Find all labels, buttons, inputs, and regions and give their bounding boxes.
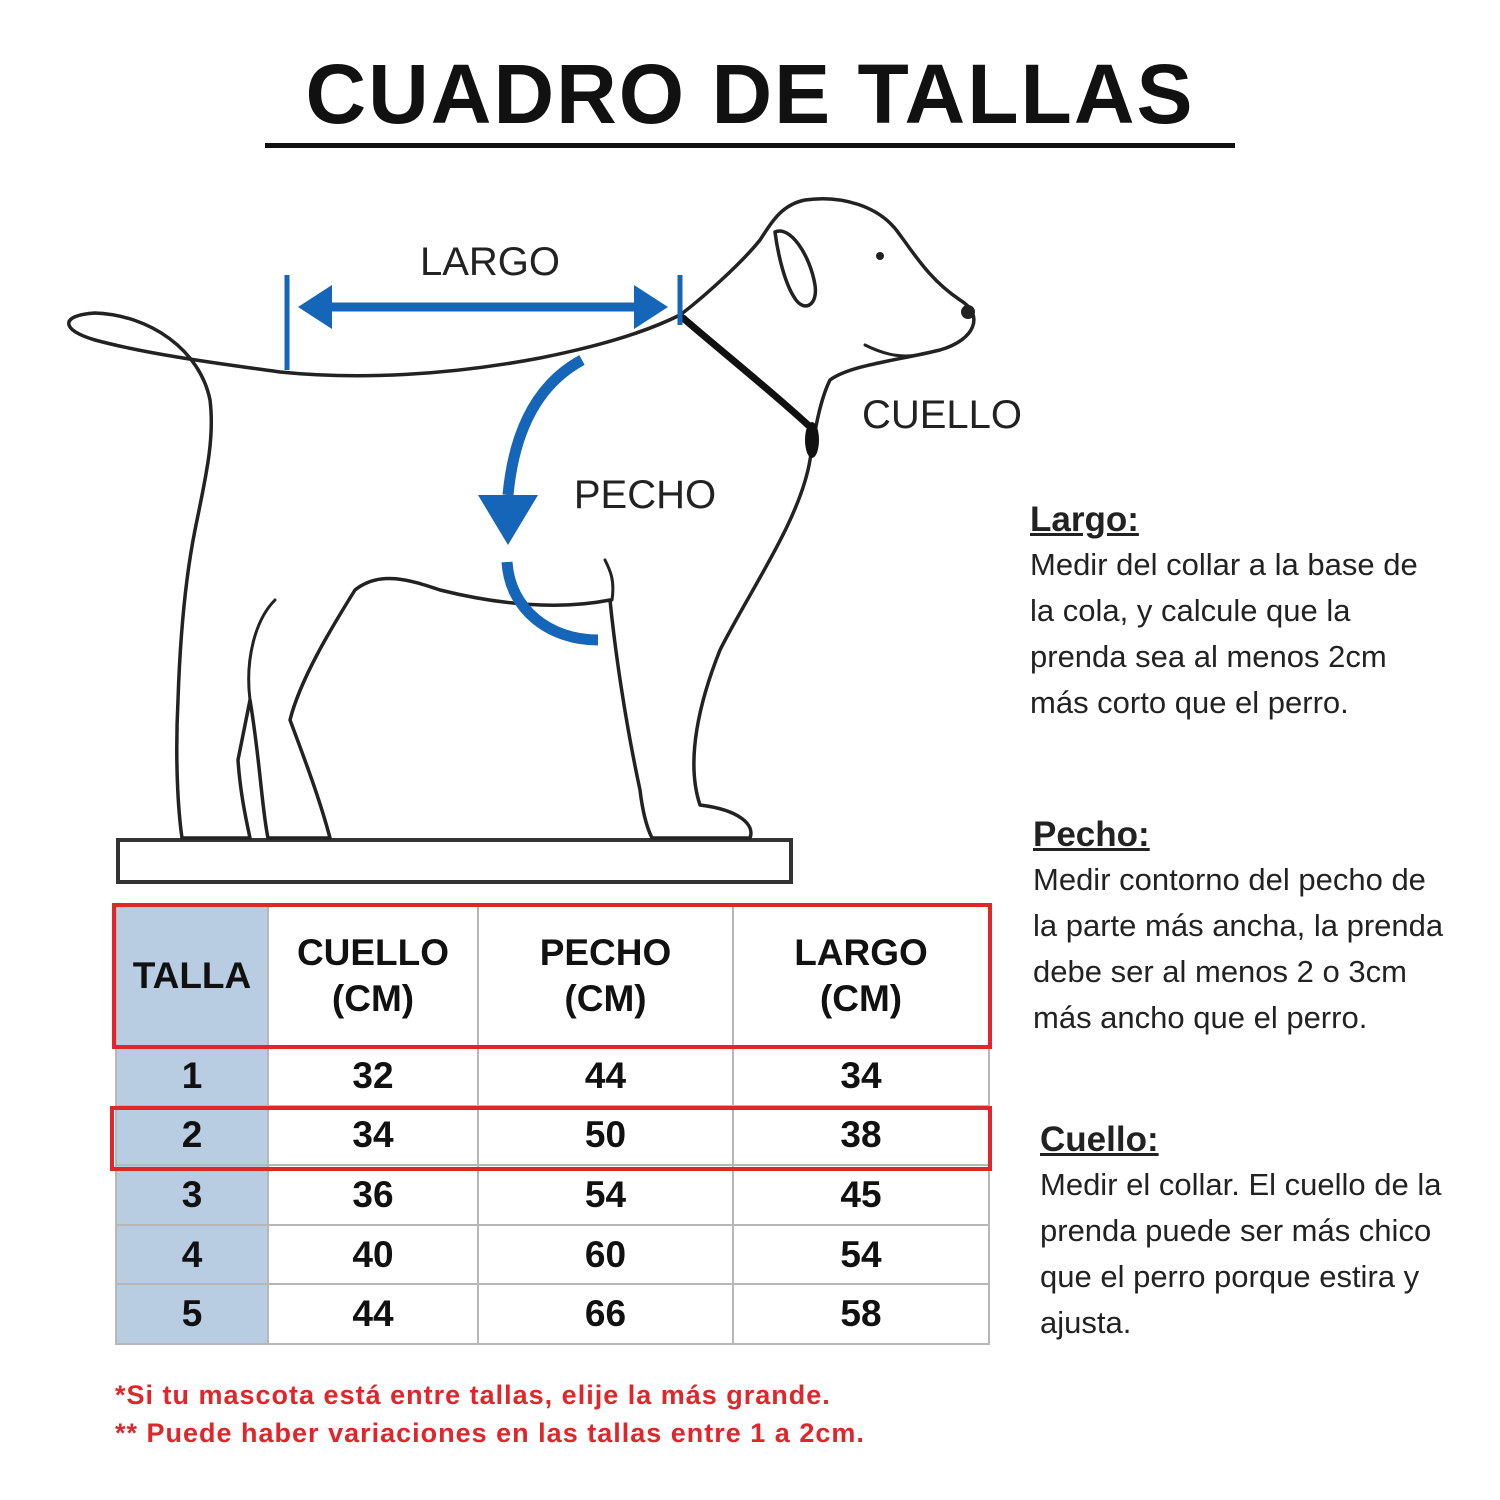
pecho-cell: 60 [478,1225,733,1285]
pecho-diagram-label: PECHO [573,473,717,517]
pecho-heading: Pecho: [1033,815,1150,854]
talla-cell: 5 [116,1284,268,1344]
cuello-cell: 32 [268,1046,478,1106]
table-row [116,1046,989,1106]
largo-cell: 38 [733,1106,989,1166]
largo-cell: 58 [733,1284,989,1344]
largo-cell: 34 [733,1046,989,1106]
dog-nose [961,305,975,319]
pecho-cell: 44 [478,1046,733,1106]
talla-cell: 2 [116,1106,268,1166]
largo-diagram-label: LARGO [419,240,561,284]
cuello-cell: 44 [268,1284,478,1344]
header-largo-label: LARGO (CM) [794,932,928,1019]
page-title: CUADRO DE TALLAS [305,47,1195,141]
largo-cell: 45 [733,1165,989,1225]
talla-cell: 3 [116,1165,268,1225]
pecho-cell: 66 [478,1284,733,1344]
size-2-highlight-box [110,1106,992,1171]
pecho-cell: 50 [478,1106,733,1166]
footnote-2: ** Puede haber variaciones en las tallas entre 1 a 2cm. [115,1418,865,1448]
table-row [116,1165,989,1225]
header-pecho-label: PECHO (CM) [539,932,672,1019]
table-row [116,1284,989,1344]
largo-text: Medir del collar a la base de la cola, y calcule que la prenda sea al menos 2cm más corto que el perro. [1030,547,1418,720]
dog-eye [876,252,884,260]
footnote-1: *Si tu mascota está entre tallas, elije la más grande. [115,1380,831,1410]
cuello-heading: Cuello: [1040,1120,1159,1159]
pecho-text: Medir contorno del pecho de la parte más ancha, la prenda debe ser al menos 2 o 3cm más ancho que el perro. [1033,862,1444,1035]
cuello-cell: 36 [268,1165,478,1225]
header-highlight-box [112,903,992,1049]
largo-arrowhead-left [298,285,332,329]
table-row [116,1225,989,1285]
cuello-cell: 40 [268,1225,478,1285]
title-underline [265,143,1235,148]
largo-cell: 54 [733,1225,989,1285]
dog-measurement-diagram [0,170,1060,890]
pecho-cell: 54 [478,1165,733,1225]
largo-heading: Largo: [1030,500,1139,539]
header-cuello-label: CUELLO (CM) [296,932,450,1019]
header-talla: TALLA [116,906,268,1046]
cuello-text: Medir el collar. El cuello de la prenda puede ser más chico que el perro porque estira y ajusta. [1040,1167,1442,1340]
cuello-description [1040,1118,1460,1346]
talla-cell: 1 [116,1046,268,1106]
ground-platform [118,840,791,882]
talla-cell: 4 [116,1225,268,1285]
largo-description [1030,498,1450,726]
cuello-diagram-label: CUELLO [861,393,1023,437]
cuello-cell: 34 [268,1106,478,1166]
collar-tag [805,422,819,458]
pecho-description [1033,813,1453,1041]
